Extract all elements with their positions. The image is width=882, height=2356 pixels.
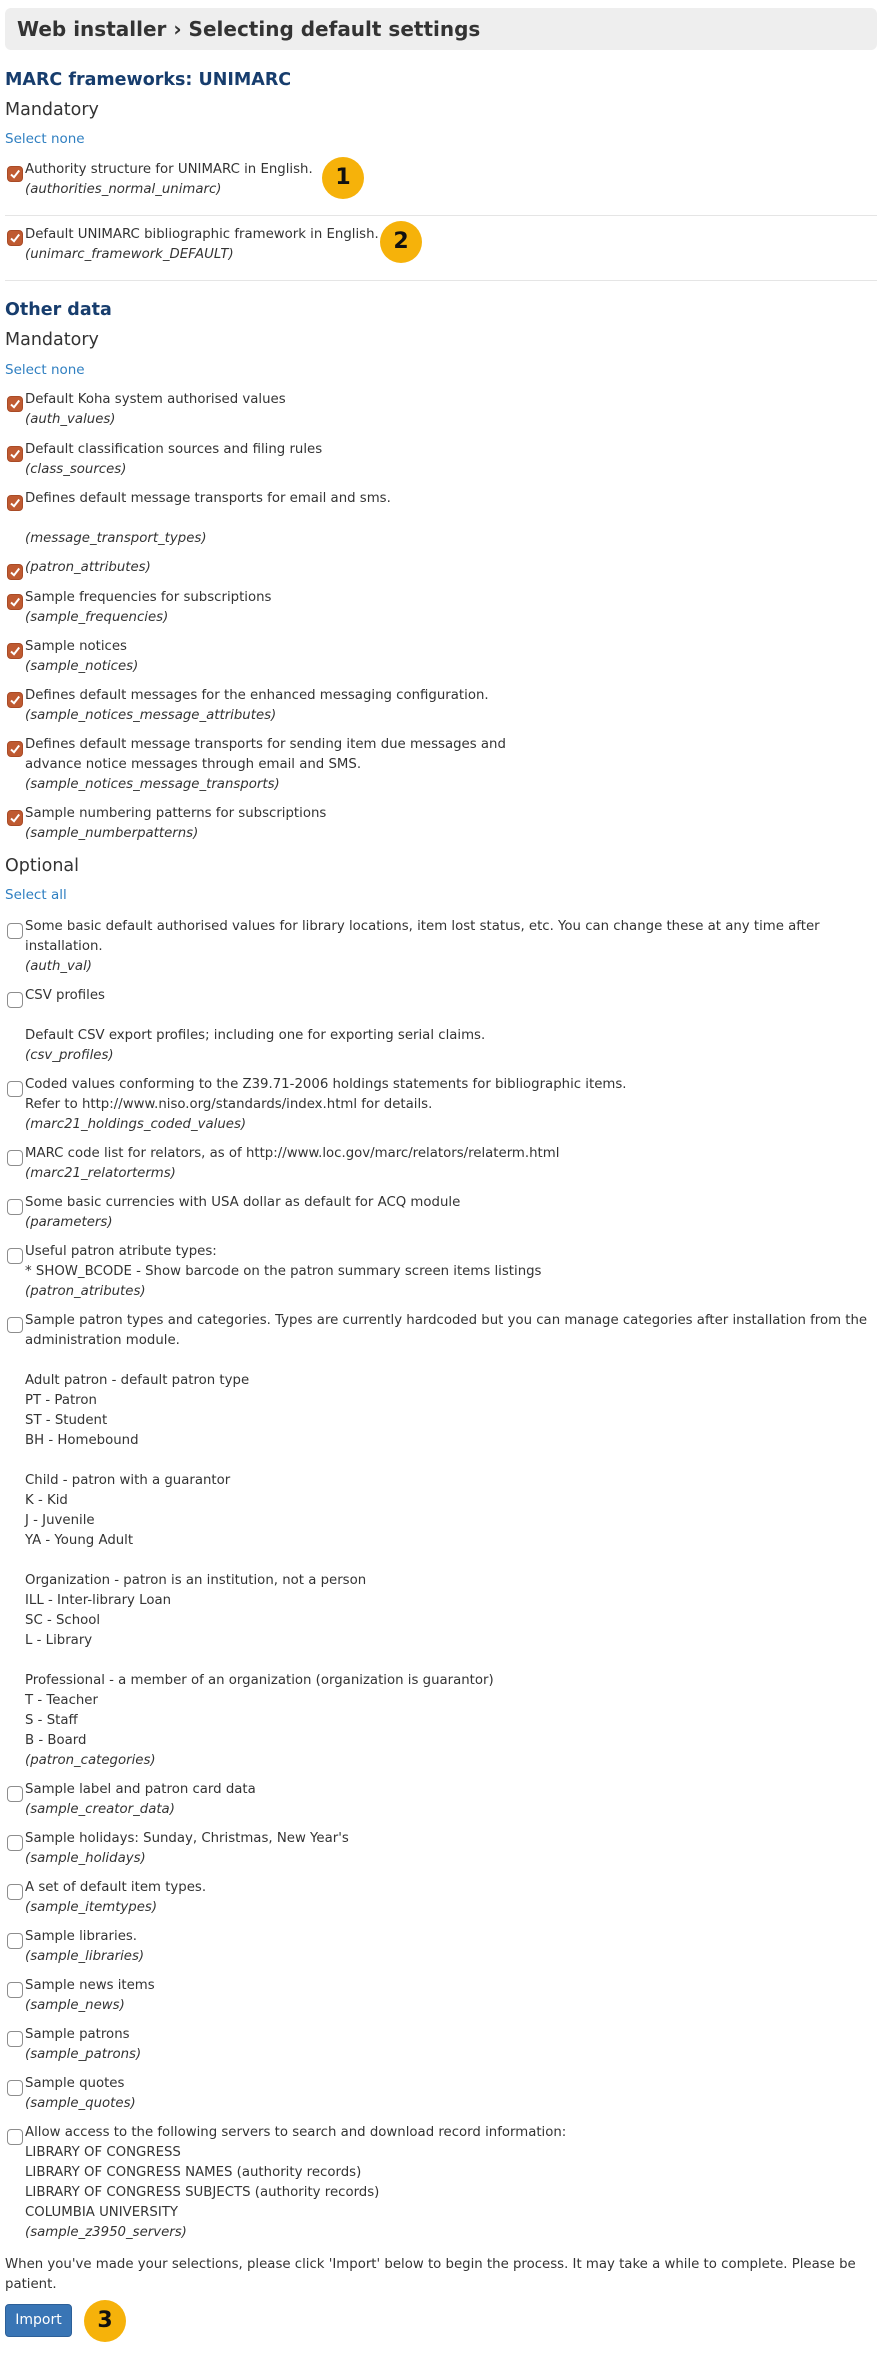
callout-badge-3: 3: [84, 2300, 126, 2342]
option-checkbox[interactable]: [7, 446, 23, 462]
option-code: (sample_patrons): [25, 2047, 142, 2062]
option-code: (marc21_relatorterms): [25, 1166, 176, 1181]
option-checkbox[interactable]: [7, 810, 23, 826]
option-text: ILL - Inter-library Loan: [25, 1593, 172, 1608]
option-code: (class_sources): [25, 462, 127, 477]
option-text: LIBRARY OF CONGRESS SUBJECTS (authority records): [25, 2185, 380, 2200]
option-text: Allow access to the following servers to search and download record information:: [25, 2125, 567, 2140]
other-data-heading: Other data: [5, 300, 112, 320]
page-header: [5, 8, 877, 50]
option-text: Organization - patron is an institution, not a person: [25, 1573, 367, 1588]
option-code: (sample_notices_message_attributes): [25, 708, 277, 723]
import-note-line-2: patient.: [5, 2277, 57, 2292]
option-checkbox[interactable]: [7, 692, 23, 708]
option-checkbox[interactable]: [7, 396, 23, 412]
option-text: ST - Student: [25, 1413, 108, 1428]
option-text: J - Juvenile: [25, 1513, 95, 1528]
option-checkbox[interactable]: [7, 1786, 23, 1802]
option-text: Professional - a member of an organization (organization is guarantor): [25, 1673, 494, 1688]
marc-item-label: Default UNIMARC bibliographic framework in English.: [25, 227, 379, 242]
option-text: T - Teacher: [25, 1693, 98, 1708]
option-code: (sample_notices): [25, 659, 139, 674]
option-checkbox[interactable]: [7, 2080, 23, 2096]
option-text: Useful patron atribute types:: [25, 1244, 217, 1259]
option-text: Coded values conforming to the Z39.71-2006 holdings statements for bibliographic items.: [25, 1077, 627, 1092]
option-checkbox[interactable]: [7, 2031, 23, 2047]
option-text: Sample label and patron card data: [25, 1782, 256, 1797]
marc-item-checkbox[interactable]: [7, 166, 23, 182]
marc-item-code: (unimarc_framework_DEFAULT): [25, 247, 234, 262]
import-note-line-1: When you've made your selections, please click 'Import' below to begin the process. It may take a while to complete. Please be: [5, 2257, 856, 2272]
divider: [5, 280, 877, 281]
option-text: S - Staff: [25, 1713, 78, 1728]
option-text: YA - Young Adult: [25, 1533, 134, 1548]
option-checkbox[interactable]: [7, 1835, 23, 1851]
option-checkbox[interactable]: [7, 923, 23, 939]
option-code: (marc21_holdings_coded_values): [25, 1117, 247, 1132]
option-text: Defines default message transports for sending item due messages and: [25, 737, 506, 752]
page-title: Web installer › Selecting default settings: [17, 17, 481, 41]
marc-mandatory-heading: Mandatory: [5, 100, 99, 120]
option-code: (sample_frequencies): [25, 610, 169, 625]
option-text: MARC code list for relators, as of http://www.loc.gov/marc/relators/relaterm.html: [25, 1146, 560, 1161]
option-checkbox[interactable]: [7, 1982, 23, 1998]
callout-badge-2: 2: [380, 221, 422, 263]
option-checkbox[interactable]: [7, 2129, 23, 2145]
option-code: (auth_val): [25, 959, 92, 974]
option-text: Sample quotes: [25, 2076, 125, 2091]
marc-item-label: Authority structure for UNIMARC in English.: [25, 162, 313, 177]
option-checkbox[interactable]: [7, 1081, 23, 1097]
option-code: (sample_creator_data): [25, 1802, 175, 1817]
option-text: A set of default item types.: [25, 1880, 207, 1895]
marc-item-checkbox[interactable]: [7, 230, 23, 246]
option-text: Adult patron - default patron type: [25, 1373, 250, 1388]
option-code: (message_transport_types): [25, 531, 207, 546]
option-checkbox[interactable]: [7, 564, 23, 580]
option-code: (sample_notices_message_transports): [25, 777, 280, 792]
option-text: Sample holidays: Sunday, Christmas, New Year's: [25, 1831, 349, 1846]
option-checkbox[interactable]: [7, 741, 23, 757]
option-checkbox[interactable]: [7, 1150, 23, 1166]
option-text: Sample news items: [25, 1978, 155, 1993]
option-checkbox[interactable]: [7, 1317, 23, 1333]
option-text: Default Koha system authorised values: [25, 392, 286, 407]
option-text: administration module.: [25, 1333, 180, 1348]
option-text: Refer to http://www.niso.org/standards/index.html for details.: [25, 1097, 433, 1112]
option-text: * SHOW_BCODE - Show barcode on the patron summary screen items listings: [25, 1264, 542, 1279]
option-text: CSV profiles: [25, 988, 105, 1003]
option-text: installation.: [25, 939, 103, 954]
option-code: (sample_z3950_servers): [25, 2225, 187, 2240]
option-text: Some basic default authorised values for library locations, item lost status, etc. You can change these at any time after: [25, 919, 820, 934]
select-all-link[interactable]: Select all: [5, 887, 67, 903]
option-code: (csv_profiles): [25, 1048, 114, 1063]
option-code: (sample_numberpatterns): [25, 826, 199, 841]
option-text: Defines default messages for the enhanced messaging configuration.: [25, 688, 489, 703]
option-code: (patron_attributes): [25, 560, 151, 575]
option-text: Some basic currencies with USA dollar as default for ACQ module: [25, 1195, 461, 1210]
option-checkbox[interactable]: [7, 1884, 23, 1900]
option-code: (patron_categories): [25, 1753, 156, 1768]
option-text: advance notice messages through email and SMS.: [25, 757, 362, 772]
option-text: LIBRARY OF CONGRESS: [25, 2145, 181, 2160]
option-text: Sample libraries.: [25, 1929, 138, 1944]
option-checkbox[interactable]: [7, 643, 23, 659]
option-code: (patron_atributes): [25, 1284, 146, 1299]
option-text: Child - patron with a guarantor: [25, 1473, 231, 1488]
option-text: LIBRARY OF CONGRESS NAMES (authority records): [25, 2165, 362, 2180]
option-text: Sample patrons: [25, 2027, 130, 2042]
other-select-none-link[interactable]: Select none: [5, 362, 85, 378]
option-code: (sample_holidays): [25, 1851, 146, 1866]
option-text: Sample frequencies for subscriptions: [25, 590, 272, 605]
option-text: BH - Homebound: [25, 1433, 139, 1448]
option-checkbox[interactable]: [7, 594, 23, 610]
option-text: Sample notices: [25, 639, 127, 654]
marc-select-none-link[interactable]: Select none: [5, 131, 85, 147]
option-checkbox[interactable]: [7, 495, 23, 511]
option-text: Default classification sources and filing rules: [25, 442, 323, 457]
option-text: COLUMBIA UNIVERSITY: [25, 2205, 179, 2220]
option-text: Sample numbering patterns for subscriptions: [25, 806, 327, 821]
import-button[interactable]: Import: [5, 2304, 72, 2337]
option-text: K - Kid: [25, 1493, 68, 1508]
option-checkbox[interactable]: [7, 1933, 23, 1949]
marc-frameworks-heading: MARC frameworks: UNIMARC: [5, 70, 292, 90]
option-code: (auth_values): [25, 412, 116, 427]
option-checkbox[interactable]: [7, 1248, 23, 1264]
option-text: PT - Patron: [25, 1393, 97, 1408]
option-text: Sample patron types and categories. Types are currently hardcoded but you can manage categories after installation from the: [25, 1313, 868, 1328]
optional-heading: Optional: [5, 856, 79, 876]
option-code: (sample_quotes): [25, 2096, 136, 2111]
option-text: B - Board: [25, 1733, 87, 1748]
option-checkbox[interactable]: [7, 992, 23, 1008]
option-code: (parameters): [25, 1215, 113, 1230]
marc-item-code: (authorities_normal_unimarc): [25, 182, 222, 197]
option-checkbox[interactable]: [7, 1199, 23, 1215]
other-mandatory-heading: Mandatory: [5, 330, 99, 350]
option-text: Defines default message transports for email and sms.: [25, 491, 391, 506]
option-code: (sample_itemtypes): [25, 1900, 158, 1915]
divider: [5, 215, 877, 216]
option-code: (sample_libraries): [25, 1949, 145, 1964]
option-text: Default CSV export profiles; including one for exporting serial claims.: [25, 1028, 486, 1043]
option-code: (sample_news): [25, 1998, 125, 2013]
option-text: L - Library: [25, 1633, 93, 1648]
callout-badge-1: 1: [322, 157, 364, 199]
option-text: SC - School: [25, 1613, 101, 1628]
